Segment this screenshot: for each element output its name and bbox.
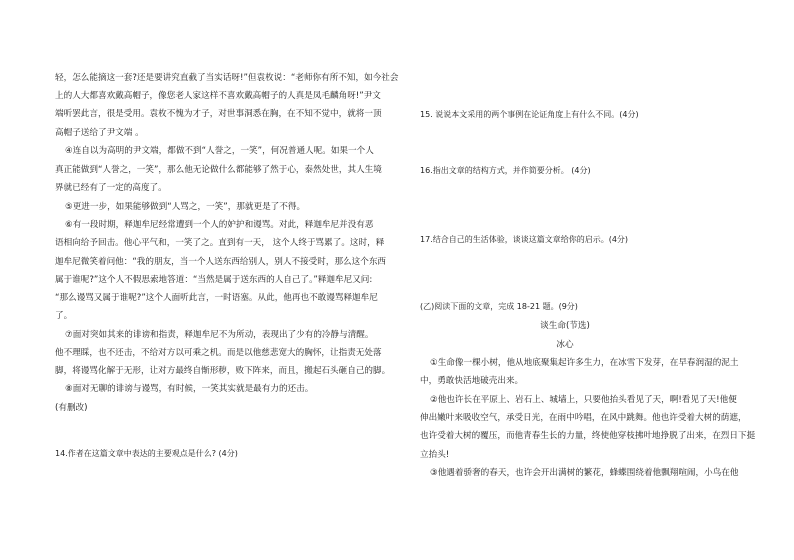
source-note: (有删改)	[55, 403, 88, 413]
paragraph-line: ④连自以为高明的尹文端，都做不到“人誉之，一笑”，何况普通人呢。如果一个人	[65, 146, 374, 156]
paragraph-line: 伸出嫩叶来吸收空气，承受日光，在雨中吟唱，在风中跳舞。他也许受着大树的荫遮，	[420, 413, 747, 423]
paragraph-line: 轻，怎么能摘这一套?还是要讲究直截了当实话呀!”但袁枚说：“老师你有所不知，如今社会	[55, 73, 399, 83]
paragraph-line: “那么谩骂又属于谁呢?”这个人面听此言，一时语塞。从此，他再也不敢谩骂释迦牟尼	[55, 293, 378, 303]
question-16: 16.指出文章的结构方式，并作简要分析。 (4分)	[420, 166, 591, 175]
paragraph-line: ②他也许长在平原上、岩石上、城墙上，只要他抬头看见了天，啊!看见了天!他便	[430, 395, 737, 405]
question-15: 15. 说说本文采用的两个事例在论证角度上有什么不同。(4分)	[420, 110, 639, 119]
article-author: 冰心	[556, 340, 574, 350]
paragraph-line: ①生命像一棵小树，他从地底聚集起许多生力，在冰雪下发芽，在早春润湿的泥土	[430, 358, 739, 368]
paragraph-line: ⑤更进一步，如果能够做到“人骂之，一笑”，那就更是了不得。	[65, 202, 306, 212]
paragraph-line: 真正能做到“人誉之，一笑”，那么他无论做什么都能够了然于心，泰然处世，其人生境	[55, 165, 382, 175]
question-14: 14.作者在这篇文章中表达的主要观点是什么? (4分)	[55, 449, 238, 458]
paragraph-line: 上的人大都喜欢戴高帽子，像您老人家这样不喜欢戴高帽子的人真是凤毛麟角呀!”尹文	[55, 91, 381, 101]
paragraph-line: 语相向给予回击。他心平气和，一笑了之。直到有一天， 这个人终于骂累了。这时，释	[55, 238, 385, 248]
paragraph-line: ③他遇着骄奢的春天，也许会开出满树的繁花，蜂蝶围绕着他飘翔喧闹，小鸟在他	[430, 468, 739, 478]
article-title: 谈生命(节选)	[540, 321, 590, 331]
paragraph-line: ⑦面对突如其来的诽谤和指责，释迦牟尼不为所动，表现出了少有的冷静与清醒。	[65, 330, 374, 340]
paragraph-line: 立抬头!	[420, 450, 450, 460]
paragraph-line: 他不理睬，也不还击，不给对方以可乘之机。而是以他慈悲宽大的胸怀，让指责无处落	[55, 348, 382, 358]
question-17: 17.结合自己的生活体验，谈谈这篇文章给你的启示。(4分)	[420, 235, 629, 244]
paragraph-line: 属于谁呢?”这个人不假思索地答道：“当然是属于送东西的人自己了。”释迦牟尼又问:	[55, 275, 373, 285]
paragraph-line: 也许受着大树的覆压，而他青春生长的力量，终使他穿枝拂叶地挣脱了出来，在烈日下挺	[420, 431, 756, 441]
paragraph-line: 迦牟尼微笑着问他：“我的朋友，当一个人送东西给别人，别人不接受时，那么这个东西	[55, 257, 387, 267]
paragraph-line: 高帽子送给了尹文端 。	[55, 128, 144, 138]
paragraph-line: 了。	[55, 311, 73, 321]
paragraph-line: 界就已经有了一定的高度了。	[55, 183, 167, 193]
section-heading: (乙)阅读下面的文章，完成 18-21 题。(9分)	[420, 302, 578, 311]
paragraph-line: 脚，将谩骂化解于无形，让对方最终自惭形秽，败下阵来，而且，搬起石头砸自己的脚。	[55, 366, 391, 376]
paragraph-line: 中，勇敢快活地破壳出来。	[420, 376, 524, 386]
paragraph-line: ⑥有一段时期，释迦牟尼经常遭到一个人的妒护和谩骂。对此，释迦牟尼并没有恶	[65, 220, 374, 230]
paragraph-line: 端听罢此言，很是受用。袁枚不愧为才子，对世事洞悉在胸，在不知不觉中，就将一顶	[55, 109, 382, 119]
paragraph-line: ⑧面对无聊的诽谤与谩骂，有时候，一笑其实就是最有力的还击。	[65, 384, 314, 394]
